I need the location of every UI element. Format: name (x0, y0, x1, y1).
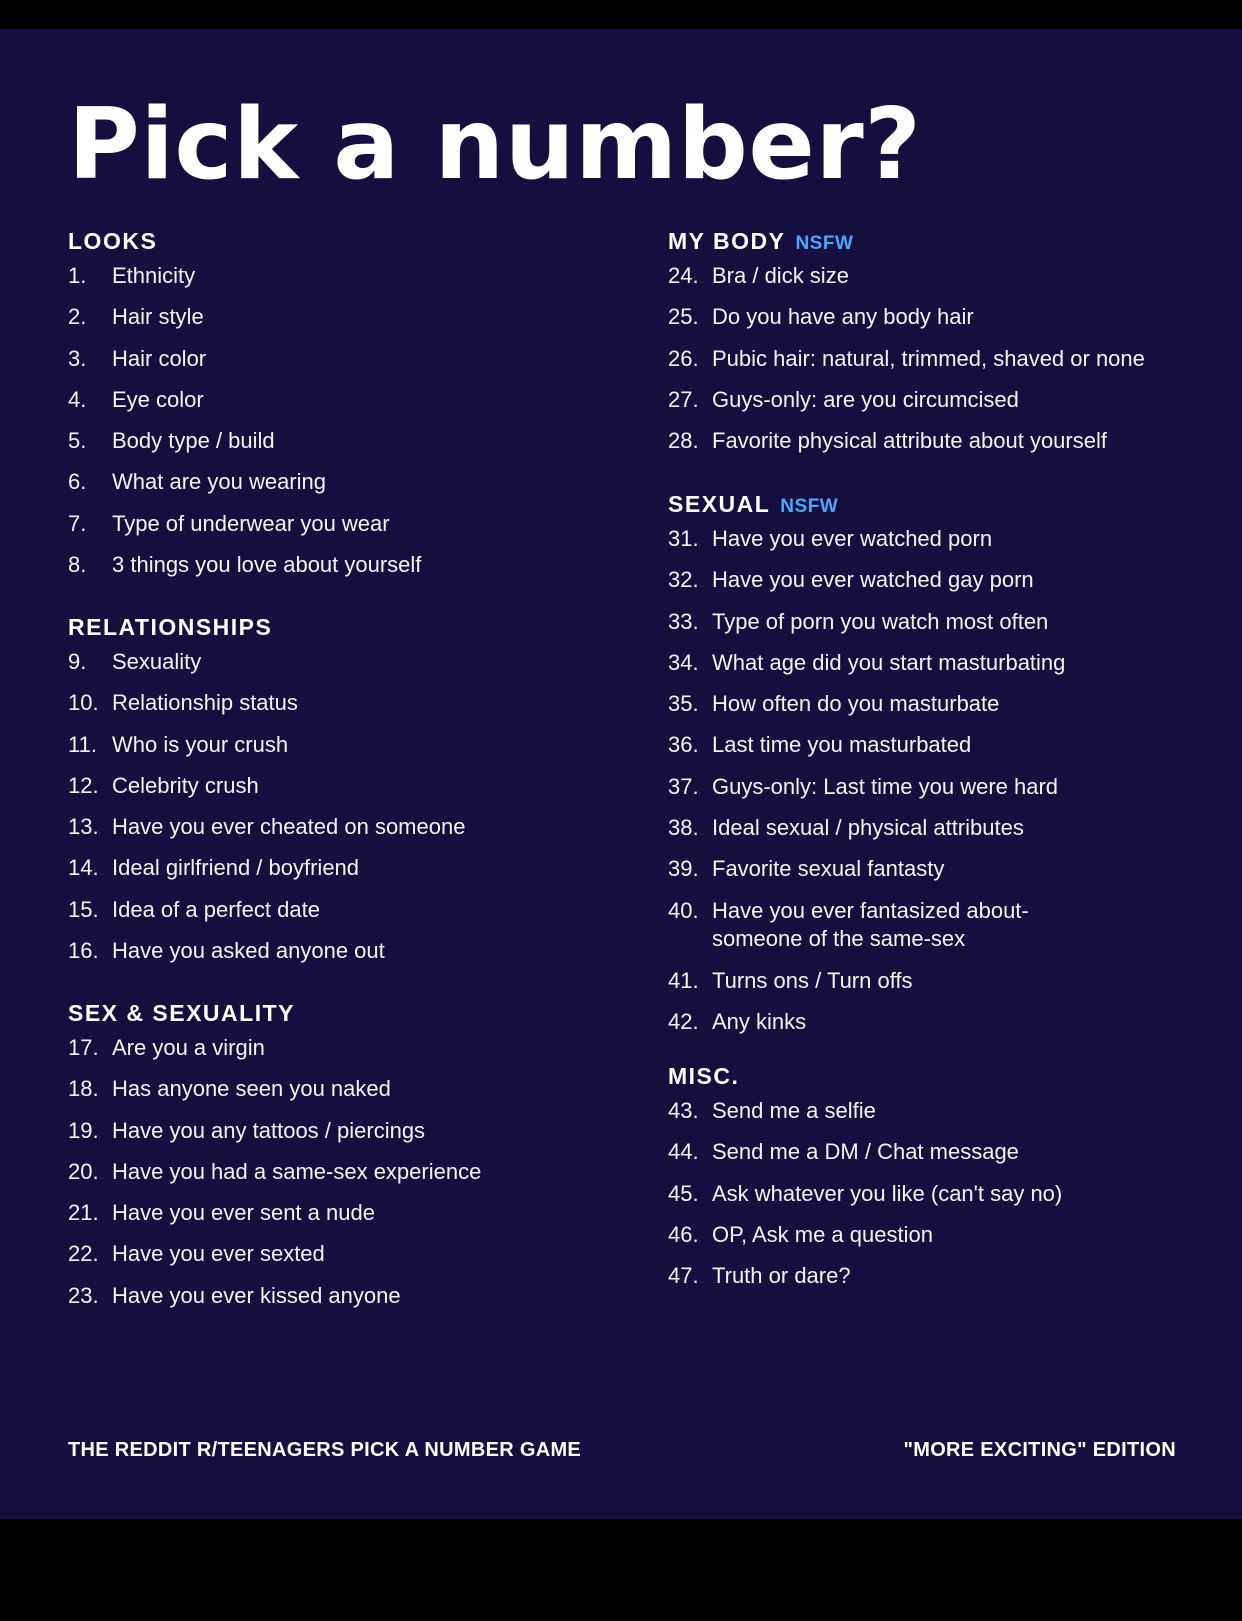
item-number: 24. (668, 263, 699, 288)
item-number: 1. (68, 263, 87, 288)
item-text: Send me a selfie (712, 1098, 876, 1123)
item-number: 16. (68, 938, 99, 964)
item-text: Send me a DM / Chat message (712, 1139, 1019, 1165)
item-text: Who is your crush (112, 731, 289, 757)
list-item (68, 896, 628, 937)
section-my-body (668, 226, 1228, 468)
item-number: 22. (68, 1241, 99, 1267)
item-text: Type of underwear you wear (112, 510, 390, 536)
item-text: 3 things you love about yourself (112, 552, 422, 578)
item-number: 39. (668, 856, 699, 882)
list-item (668, 1008, 1228, 1049)
list-item (668, 608, 1228, 649)
list-item (668, 566, 1228, 607)
list-item (68, 937, 628, 978)
game-card (0, 29, 1242, 1519)
footer-edition: "MORE EXCITING" EDITION (903, 1439, 1176, 1461)
item-text: Have you asked anyone out (112, 938, 385, 964)
item-number: 14. (68, 855, 99, 881)
item-text: What are you wearing (112, 469, 326, 495)
item-text: Ask whatever you like (can't say no) (712, 1180, 1063, 1206)
item-number: 42. (668, 1008, 699, 1034)
item-number: 36. (668, 732, 699, 758)
page-title: Pick a number? (68, 88, 922, 202)
item-text: Have you had a same-sex experience (112, 1158, 482, 1184)
item-text: How often do you masturbate (712, 691, 1000, 717)
list-item (68, 731, 628, 772)
item-text: Favorite physical attribute about yourself (712, 428, 1107, 454)
list-item (668, 731, 1228, 772)
list-item (68, 1158, 628, 1199)
list-item (668, 814, 1228, 855)
item-number: 44. (668, 1139, 699, 1165)
item-text: Have you ever fantasized about- someone of the same-sex (712, 897, 1029, 951)
item-text: Pubic hair: natural, trimmed, shaved or none (712, 345, 1145, 371)
item-text: Are you a virgin (112, 1035, 265, 1060)
item-text: Turns ons / Turn offs (712, 967, 913, 993)
list-item (668, 1221, 1228, 1262)
list-item (68, 427, 628, 468)
list-item (68, 1117, 628, 1158)
item-number: 23. (68, 1282, 99, 1308)
list-item (68, 1075, 628, 1116)
section-heading: SEX & SEXUALITY (68, 1000, 295, 1026)
item-text: Have you ever cheated on someone (112, 814, 466, 840)
section-relationships (68, 612, 628, 978)
item-number: 12. (68, 772, 99, 798)
item-number: 27. (668, 386, 699, 412)
item-text: Guys-only: Last time you were hard (712, 773, 1059, 799)
item-number: 10. (68, 690, 99, 716)
item-number: 47. (668, 1263, 699, 1289)
nsfw-badge: NSFW (780, 496, 839, 517)
item-text: Body type / build (112, 428, 275, 454)
section-heading-text: SEXUAL (668, 491, 771, 517)
item-text: Idea of a perfect date (112, 896, 320, 922)
list-item (668, 690, 1228, 731)
item-number: 15. (68, 896, 99, 922)
item-number: 8. (68, 552, 87, 578)
item-text: OP, Ask me a question (712, 1221, 933, 1247)
list-item (68, 510, 628, 551)
item-list (68, 648, 628, 978)
list-item (668, 525, 1228, 566)
item-text: Ideal girlfriend / boyfriend (112, 855, 360, 881)
item-list (668, 262, 1228, 468)
list-item (68, 813, 628, 854)
item-text: Hair style (112, 304, 204, 330)
section-sexual (668, 489, 1228, 1049)
list-item (668, 1097, 1228, 1138)
list-item (668, 1138, 1228, 1179)
list-item (668, 897, 1228, 967)
item-text: Eye color (112, 386, 204, 412)
item-number: 45. (668, 1180, 699, 1206)
list-item (668, 967, 1228, 1008)
item-number: 6. (68, 469, 87, 495)
section-heading-text: MY BODY (668, 228, 786, 254)
nsfw-badge: NSFW (795, 233, 854, 254)
list-item (68, 854, 628, 895)
item-number: 21. (68, 1200, 99, 1226)
item-number: 38. (668, 815, 699, 841)
item-text: Type of porn you watch most often (712, 608, 1049, 634)
item-number: 9. (68, 649, 87, 674)
item-text: Relationship status (112, 690, 298, 716)
list-item (668, 855, 1228, 896)
item-text: Have you any tattoos / piercings (112, 1117, 426, 1143)
item-text: Bra / dick size (712, 263, 849, 288)
list-item (668, 649, 1228, 690)
footer-game-name: THE REDDIT R/TEENAGERS PICK A NUMBER GAME (68, 1439, 582, 1461)
item-text: What age did you start masturbating (712, 649, 1066, 675)
item-number: 40. (668, 897, 699, 923)
item-text: Any kinks (712, 1008, 807, 1034)
list-item (668, 427, 1228, 468)
item-number: 33. (668, 608, 699, 634)
list-item (668, 386, 1228, 427)
section-heading (668, 489, 1228, 519)
section-heading: RELATIONSHIPS (68, 614, 273, 640)
section-heading (668, 226, 1228, 256)
section-misc (668, 1061, 1228, 1303)
item-text: Have you ever kissed anyone (112, 1282, 401, 1308)
list-item (68, 386, 628, 427)
item-number: 25. (668, 304, 699, 330)
item-text: Hair color (112, 345, 207, 371)
list-item (68, 1034, 628, 1075)
item-text: Celebrity crush (112, 772, 259, 798)
item-number: 20. (68, 1158, 99, 1184)
item-list (668, 525, 1228, 1049)
item-text: Last time you masturbated (712, 732, 972, 758)
item-number: 37. (668, 773, 699, 799)
item-number: 35. (668, 691, 699, 717)
item-text: Favorite sexual fantasty (712, 856, 945, 882)
item-number: 41. (668, 967, 699, 993)
list-item (668, 262, 1228, 303)
list-item (68, 1199, 628, 1240)
item-number: 43. (668, 1098, 699, 1123)
list-item (68, 689, 628, 730)
item-number: 46. (668, 1221, 699, 1247)
list-item (68, 262, 628, 303)
item-text: Do you have any body hair (712, 304, 974, 330)
list-item (68, 1240, 628, 1281)
item-number: 18. (68, 1076, 99, 1102)
item-text: Guys-only: are you circumcised (712, 386, 1019, 412)
section-heading: LOOKS (68, 228, 158, 254)
list-item (68, 772, 628, 813)
item-number: 13. (68, 814, 99, 840)
item-number: 2. (68, 304, 87, 330)
list-item (68, 345, 628, 386)
item-text: Have you ever sexted (112, 1241, 325, 1267)
item-number: 17. (68, 1035, 99, 1060)
list-item (68, 648, 628, 689)
list-item (668, 773, 1228, 814)
list-item (68, 468, 628, 509)
item-text: Have you ever watched gay porn (712, 567, 1034, 593)
item-list (68, 262, 628, 592)
item-number: 32. (668, 567, 699, 593)
item-number: 26. (668, 345, 699, 371)
item-number: 5. (68, 428, 87, 454)
section-sex-sexuality (68, 998, 628, 1323)
item-number: 11. (68, 731, 97, 757)
item-number: 31. (668, 526, 699, 551)
item-text: Have you ever sent a nude (112, 1200, 375, 1226)
item-number: 3. (68, 345, 87, 371)
section-looks (68, 226, 628, 592)
item-text: Truth or dare? (712, 1263, 851, 1289)
list-item (68, 1282, 628, 1323)
item-text: Have you ever watched porn (712, 526, 993, 551)
item-number: 7. (68, 510, 87, 536)
item-number: 28. (668, 428, 699, 454)
item-number: 34. (668, 649, 699, 675)
item-text: Ethnicity (112, 263, 196, 288)
item-number: 4. (68, 386, 87, 412)
item-text: Sexuality (112, 649, 202, 674)
list-item (668, 1262, 1228, 1303)
list-item (68, 551, 628, 592)
item-number: 19. (68, 1117, 99, 1143)
section-heading: MISC. (668, 1063, 740, 1089)
list-item (668, 1180, 1228, 1221)
item-list (68, 1034, 628, 1323)
item-list (668, 1097, 1228, 1303)
list-item (668, 345, 1228, 386)
list-item (68, 303, 628, 344)
item-text: Ideal sexual / physical attributes (712, 815, 1024, 841)
item-text: Has anyone seen you naked (112, 1076, 391, 1102)
list-item (668, 303, 1228, 344)
